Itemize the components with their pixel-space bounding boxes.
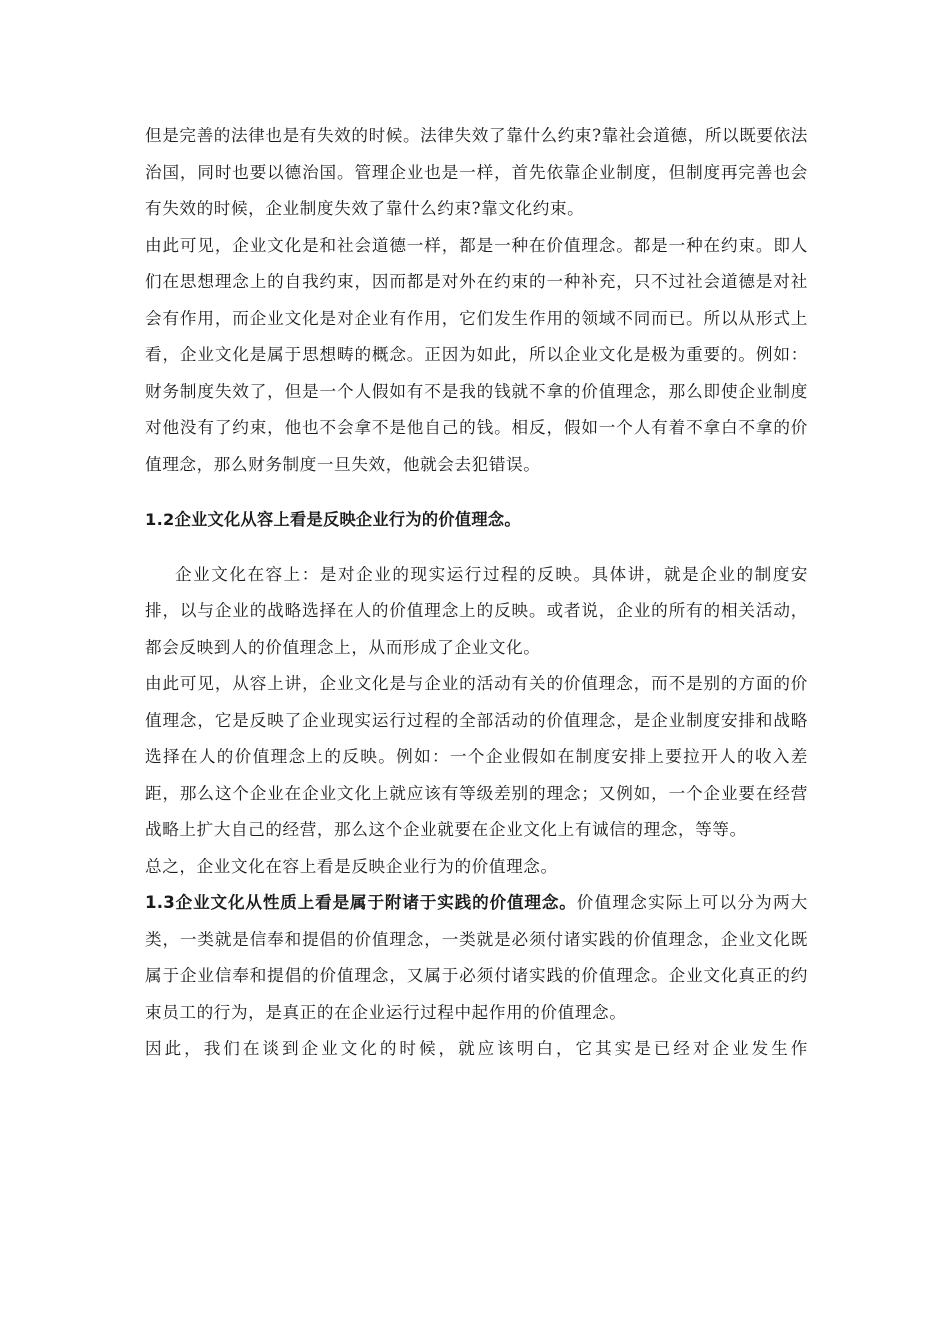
- paragraph-content-conclusion: 由此可见，从容上讲，企业文化是与企业的活动有关的价值理念，而不是别的方面的价值理念，它是反映了企业现实运行过程的全部活动的价值理念，是企业制度安排和战略选择在人的价值理念上的反映。例如：一个企业假如在制度安排上要拉开人的收入差距，那么这个企业在企业文化上就应该有等级差别的理念；又例如，一个企业要在经营战略上扩大自己的经营，那么这个企业就要在企业文化上有诚信的理念，等等。: [145, 674, 808, 839]
- section-heading-1-2: 1.2企业文化从容上看是反映企业行为的价值理念。: [145, 510, 521, 529]
- paragraph-therefore: 因此，我们在谈到企业文化的时候，就应该明白，它其实是已经对企业发生作: [145, 1039, 808, 1058]
- document-page: [145, 118, 808, 1068]
- paragraph-culture-as-value: 由此可见，企业文化是和社会道德一样，都是一种在价值理念。都是一种在约束。即人们在思想理念上的自我约束，因而都是对外在约束的一种补充，只不过社会道德是对社会有作用，而企业文化是对企业有作用，它们发生作用的领域不同而已。所以从形式上看，企业文化是属于思想畴的概念。正因为如此，所以企业文化是极为重要的。例如：财务制度失效了，但是一个人假如有不是我的钱就不拿的价值理念，那么即使企业制度对他没有了约束，他也不会拿不是他自己的钱。相反，假如一个人有着不拿白不拿的价值理念，那么财务制度一旦失效，他就会去犯错误。: [145, 235, 808, 474]
- paragraph-content-reflection: 企业文化在容上：是对企业的现实运行过程的反映。具体讲，就是企业的制度安排，以与企业的战略选择在人的价值理念上的反映。或者说，企业的所有的相关活动，都会反映到人的价值理念上，从而形成了企业文化。: [145, 564, 808, 657]
- paragraph-law-failure: 但是完善的法律也是有失效的时候。法律失效了靠什么约束?靠社会道德，所以既要依法治国，同时也要以德治国。管理企业也是一样，首先依靠企业制度，但制度再完善也会有失效的时候，企业制度失效了靠什么约束?靠文化约束。: [145, 126, 808, 218]
- paragraph-section-1-3: [145, 885, 808, 1031]
- paragraph-summary: 总之，企业文化在容上看是反映企业行为的价值理念。: [145, 856, 558, 876]
- section-heading-1-3: 1.3企业文化从性质上看是属于附诸于实践的价值理念。: [145, 893, 577, 912]
- paragraph-practice-values: 价值理念实际上可以分为两大类，一类就是信奉和提倡的价值理念，一类就是必须付诸实践的价值理念，企业文化既属于企业信奉和提倡的价值理念，又属于必须付诸实践的价值理念。企业文化真正的约束员工的行为，是真正的在企业运行过程中起作用的价值理念。: [145, 893, 808, 1022]
